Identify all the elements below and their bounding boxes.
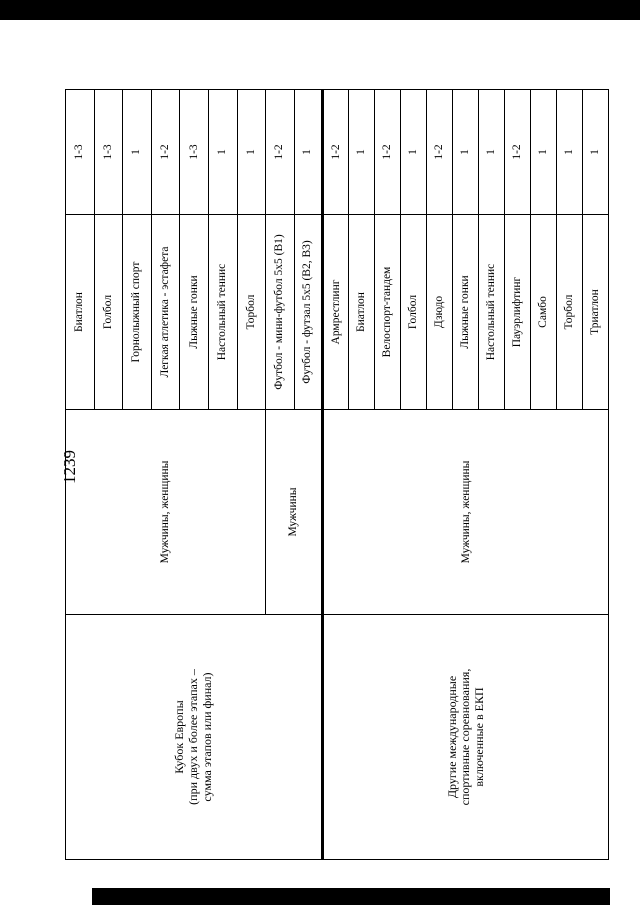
sport-cell: Голбол (94, 215, 123, 410)
sport-cell: Армрестлинг (323, 215, 349, 410)
places-cell: 1 (453, 90, 479, 215)
places-cell: 1 (401, 90, 427, 215)
places-cell: 1 (208, 90, 237, 215)
sport-cell: Голбол (401, 215, 427, 410)
sport-cell: Самбо (531, 215, 557, 410)
category-cell: Другие международные спортивные соревнования, включенные в ЕКП (323, 615, 609, 860)
places-cell: 1-2 (505, 90, 531, 215)
sport-cell: Настольный теннис (479, 215, 505, 410)
sport-cell: Лыжные гонки (453, 215, 479, 410)
sport-cell: Биатлон (349, 215, 375, 410)
sport-cell: Велоспорт-тандем (375, 215, 401, 410)
scan-top-border (0, 0, 640, 20)
places-cell: 1-3 (180, 90, 209, 215)
participants-cell: Мужчины, женщины (323, 410, 609, 615)
places-cell: 1-2 (151, 90, 180, 215)
sport-cell: Легкая атлетика - эстафета (151, 215, 180, 410)
places-cell: 1 (123, 90, 152, 215)
sport-cell: Пауэрлифтинг (505, 215, 531, 410)
places-cell: 1 (237, 90, 266, 215)
sport-cell: Горнолыжный спорт (123, 215, 152, 410)
competition-table (65, 89, 609, 860)
places-cell: 1-2 (375, 90, 401, 215)
places-cell: 1 (294, 90, 323, 215)
sport-cell: Дзюдо (427, 215, 453, 410)
places-cell: 1 (583, 90, 609, 215)
table-row (66, 90, 95, 860)
sport-cell: Лыжные гонки (180, 215, 209, 410)
scan-bottom-border (92, 888, 610, 905)
page-number: 1239 (60, 450, 79, 484)
participants-cell: Мужчины, женщины (66, 410, 266, 615)
sport-cell: Торбол (237, 215, 266, 410)
participants-cell: Мужчины (266, 410, 323, 615)
places-cell: 1 (349, 90, 375, 215)
places-cell: 1-2 (427, 90, 453, 215)
sport-cell: Футбол - мини-футбол 5х5 (В1) (266, 215, 295, 410)
places-cell: 1 (557, 90, 583, 215)
sport-cell: Биатлон (66, 215, 95, 410)
rotated-table-container (65, 90, 625, 860)
sport-cell: Настольный теннис (208, 215, 237, 410)
sport-cell: Триатлон (583, 215, 609, 410)
table-row (323, 90, 349, 860)
category-cell: Кубок Европы (при двух и более этапах – сумма этапов или финал) (66, 615, 323, 860)
places-cell: 1-3 (94, 90, 123, 215)
places-cell: 1-2 (323, 90, 349, 215)
places-cell: 1-3 (66, 90, 95, 215)
places-cell: 1-2 (266, 90, 295, 215)
places-cell: 1 (479, 90, 505, 215)
sport-cell: Футбол - футзал 5х5 (В2, В3) (294, 215, 323, 410)
places-cell: 1 (531, 90, 557, 215)
sport-cell: Торбол (557, 215, 583, 410)
